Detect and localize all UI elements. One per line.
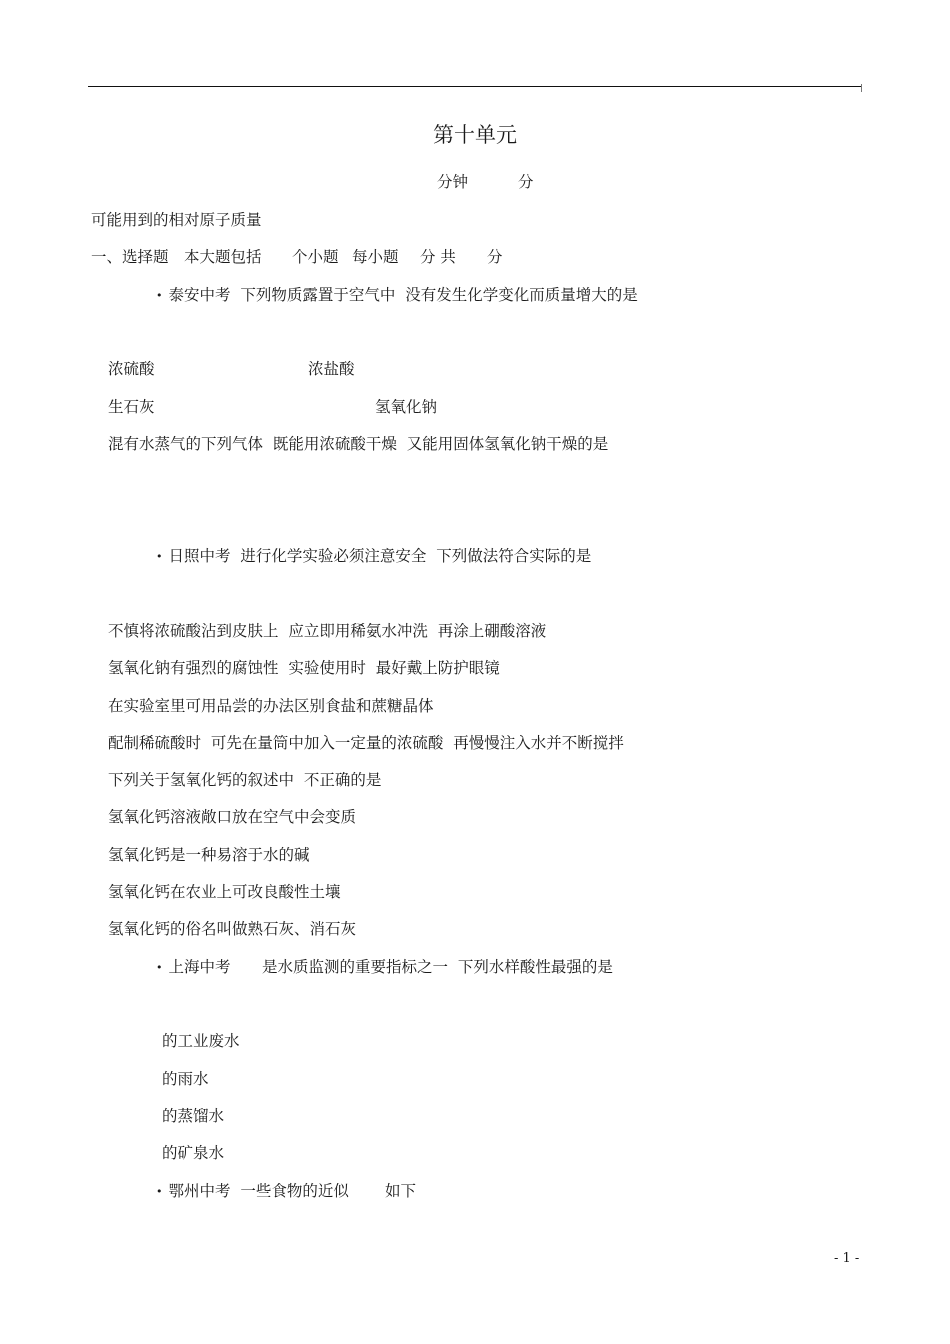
question-5-stem-part2: 是水质监测的重要指标之一 下列水样酸性最强的是 xyxy=(262,958,613,976)
atomic-mass-line: 可能用到的相对原子质量 xyxy=(91,211,262,229)
question-1-option-c: 生石灰 xyxy=(108,398,155,416)
question-1-option-b: 浓盐酸 xyxy=(308,360,355,378)
question-4-stem: 下列关于氢氧化钙的叙述中 不正确的是 xyxy=(108,771,382,789)
question-5-option-b: 的雨水 xyxy=(162,1070,209,1088)
question-3-option-b: 氢氧化钠有强烈的腐蚀性 实验使用时 最好戴上防护眼镜 xyxy=(108,659,500,677)
page-number: - 1 - xyxy=(834,1251,860,1266)
question-4-option-d: 氢氧化钙的俗名叫做熟石灰、消石灰 xyxy=(108,920,357,938)
question-2-stem: 混有水蒸气的下列气体 既能用浓硫酸干燥 又能用固体氢氧化钠干燥的是 xyxy=(108,435,609,453)
section1-header-part1: 一、选择题 xyxy=(91,248,169,266)
section1-header-part6: 分 xyxy=(487,248,503,266)
section1-header-part3: 个小题 xyxy=(292,248,339,266)
section1-header-part2: 本大题包括 xyxy=(184,248,262,266)
question-1-stem: • 泰安中考 下列物质露置于空气中 没有发生化学变化而质量增大的是 xyxy=(156,285,638,307)
question-3-stem: • 日照中考 进行化学实验必须注意安全 下列做法符合实际的是 xyxy=(156,546,591,568)
question-3-option-a: 不慎将浓硫酸沾到皮肤上 应立即用稀氨水冲洗 再涂上硼酸溶液 xyxy=(108,622,547,640)
question-4-option-c: 氢氧化钙在农业上可改良酸性土壤 xyxy=(108,883,341,901)
header-rule-tick xyxy=(861,84,862,92)
question-1-option-d: 氢氧化钠 xyxy=(375,398,438,416)
question-3-option-c: 在实验室里可用品尝的办法区别食盐和蔗糖晶体 xyxy=(108,697,434,715)
question-5-option-c: 的蒸馏水 xyxy=(162,1107,225,1125)
page-title: 第十单元 xyxy=(433,123,517,147)
question-5-stem-part1: • 上海中考 xyxy=(156,957,231,979)
question-4-option-a: 氢氧化钙溶液敞口放在空气中会变质 xyxy=(108,808,357,826)
header-rule xyxy=(88,86,861,87)
question-5-option-d: 的矿泉水 xyxy=(162,1144,225,1162)
question-5-option-a: 的工业废水 xyxy=(162,1032,240,1050)
question-3-option-d: 配制稀硫酸时 可先在量筒中加入一定量的浓硫酸 再慢慢注入水并不断搅拌 xyxy=(108,734,624,752)
section1-header-part5: 分 共 xyxy=(420,248,456,266)
section1-header-part4: 每小题 xyxy=(352,248,399,266)
question-6-stem-part1: • 鄂州中考 一些食物的近似 xyxy=(156,1181,349,1203)
question-1-option-a: 浓硫酸 xyxy=(108,360,155,378)
time-label: 分钟 xyxy=(437,173,469,191)
question-6-stem-part2: 如下 xyxy=(385,1182,417,1200)
score-label: 分 xyxy=(518,173,534,191)
question-4-option-b: 氢氧化钙是一种易溶于水的碱 xyxy=(108,846,310,864)
